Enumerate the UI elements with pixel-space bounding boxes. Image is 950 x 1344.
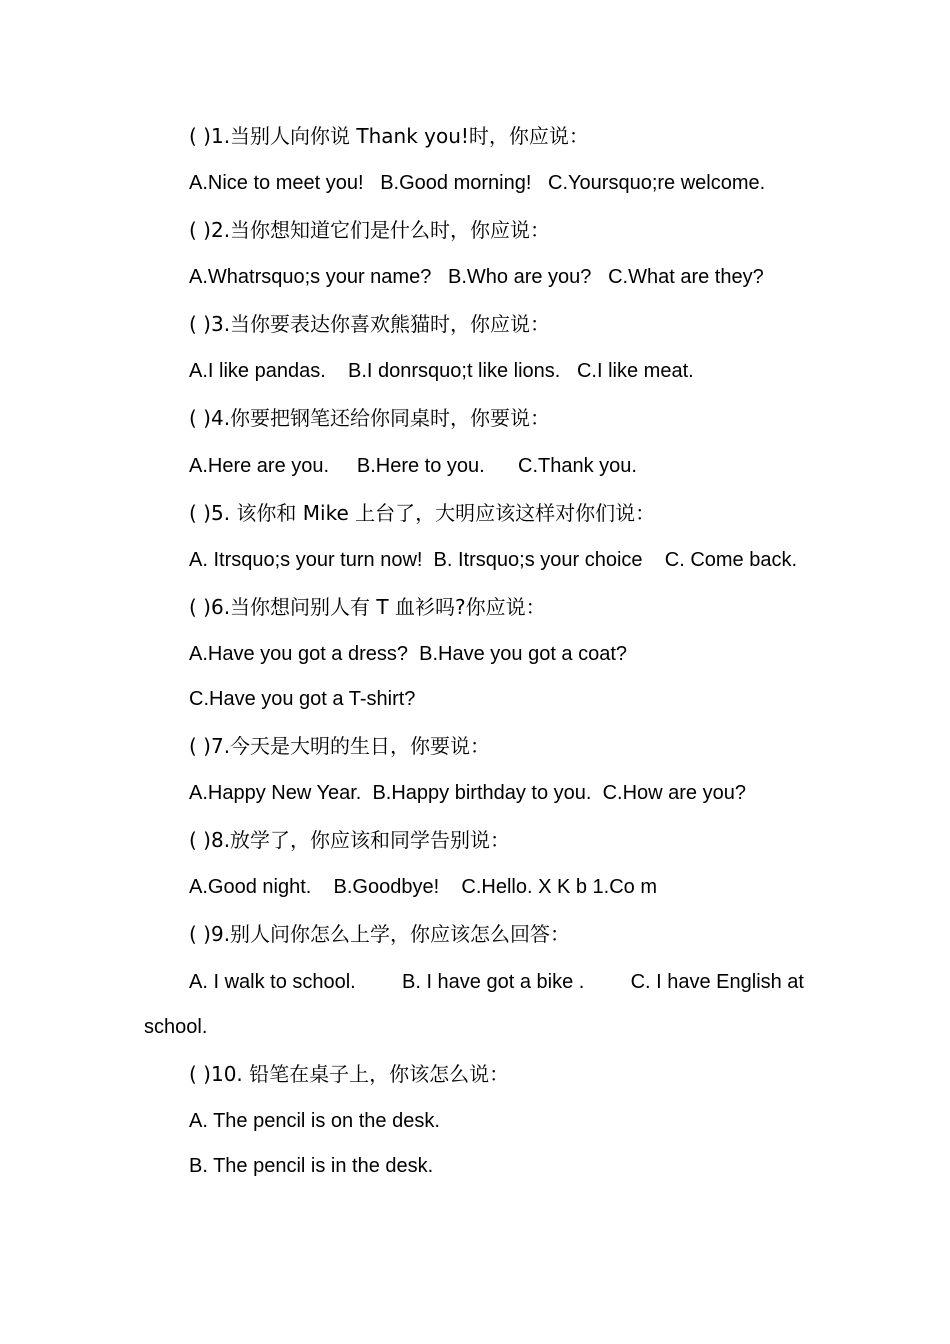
question-10: ( )10. 铅笔在桌子上，你该怎么说： (189, 1062, 510, 1086)
question-5-options: A. Itrsquo;s your turn now! B. Itrsquo;s your choice C. Come back. (189, 549, 798, 571)
question-9-option-c-continuation: school. (144, 1016, 208, 1038)
question-5: ( )5. 该你和 Mike 上台了，大明应该这样对你们说： (189, 501, 656, 525)
question-2-options: A.Whatrsquo;s your name? B.Who are you? C.What are they? (189, 266, 764, 288)
question-8-options: A.Good night. B.Goodbye! C.Hello. X K b 1.Co m (189, 876, 658, 898)
question-6: ( )6.当你想问别人有 T 血衫吗?你应说： (189, 595, 546, 619)
question-4: ( )4.你要把钢笔还给你同桌时，你要说： (189, 406, 551, 430)
question-6-option-c: C.Have you got a T-shirt? (189, 688, 416, 710)
question-8: ( )8.放学了，你应该和同学告别说： (189, 828, 511, 852)
question-7-options: A.Happy New Year. B.Happy birthday to you. C.How are you? (189, 782, 746, 804)
question-10-option-a: A. The pencil is on the desk. (189, 1110, 440, 1132)
question-3: ( )3.当你要表达你喜欢熊猫时，你应说： (189, 312, 551, 336)
question-9-options (189, 968, 804, 996)
question-6-options-ab: A.Have you got a dress? B.Have you got a coat? (189, 643, 628, 665)
question-9-option-b: B. I have got a bike . (401, 971, 585, 993)
question-3-options: A.I like pandas. B.I donrsquo;t like lions. C.I like meat. (189, 360, 694, 382)
question-1: ( )1.当别人向你说 Thank you!时，你应说： (189, 124, 589, 148)
question-4-options: A.Here are you. B.Here to you. C.Thank you. (189, 455, 637, 477)
question-9: ( )9.别人问你怎么上学，你应该怎么回答： (189, 922, 571, 946)
question-10-option-b: B. The pencil is in the desk. (189, 1155, 434, 1177)
question-7: ( )7.今天是大明的生日，你要说： (189, 734, 491, 758)
question-1-options: A.Nice to meet you! B.Good morning! C.Yoursquo;re welcome. (189, 172, 766, 194)
question-9-option-a: A. I walk to school. (189, 971, 356, 993)
question-2: ( )2.当你想知道它们是什么时，你应说： (189, 218, 551, 242)
question-9-option-c: C. I have English at (630, 971, 804, 993)
